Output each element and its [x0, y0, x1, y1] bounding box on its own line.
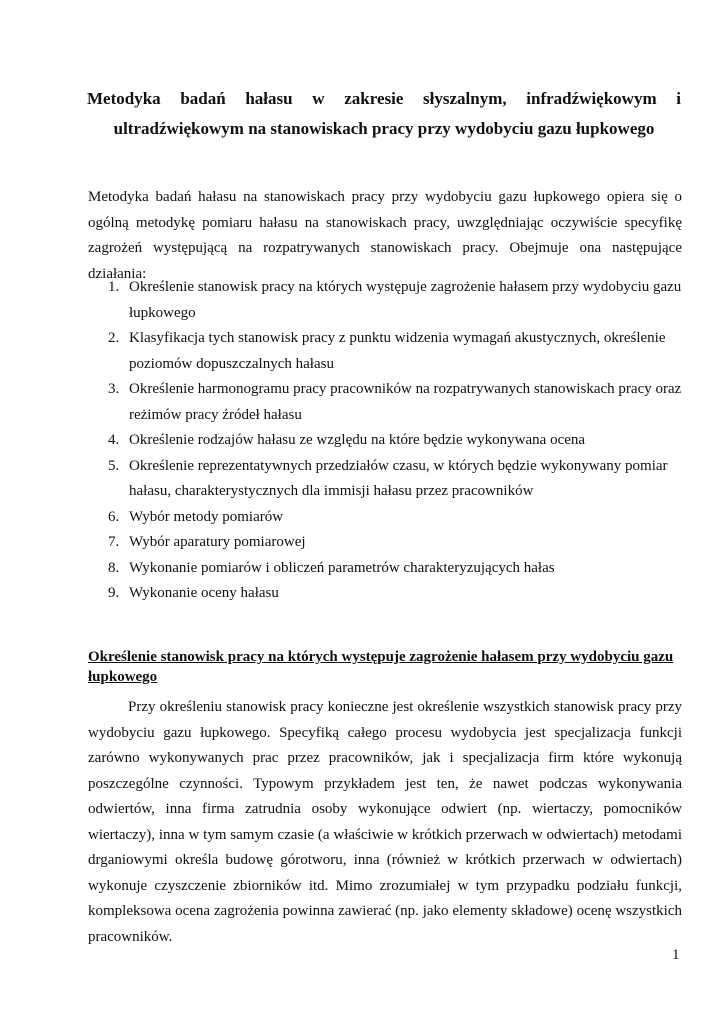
list-item-number: 5.	[108, 457, 120, 474]
list-item-number: 9.	[108, 585, 120, 601]
methodology-steps-list	[88, 275, 688, 607]
list-item-text: Określenie harmonogramu pracy pracowników na rozpatrywanych stanowiskach pracy oraz reżimów pracy źródeł hałasu	[129, 381, 682, 423]
list-item	[88, 530, 688, 556]
list-item	[88, 505, 688, 531]
list-item-number: 6.	[108, 508, 120, 525]
list-item-text: Określenie rodzajów hałasu ze względu na które będzie wykonywana ocena	[129, 432, 586, 448]
list-item	[88, 275, 688, 326]
intro-paragraph: Metodyka badań hałasu na stanowiskach pracy przy wydobyciu gazu łupkowego opiera się o ogólną metodykę pomiaru hałasu na stanowiskach pracy, uwzględniając oczywiście specyfikę zagrożeń występującą na rozpatrywanych stanowiskach pracy. Obejmuje ona następujące działania:	[88, 189, 682, 282]
page-number: 1	[672, 947, 680, 963]
list-item-number: 7.	[108, 534, 120, 550]
list-item-text: Określenie reprezentatywnych przedziałów czasu, w których będzie wykonywany pomiar hałasu, charakterystycznych dla immisji hałasu przez pracowników	[129, 457, 668, 499]
list-item-number: 3.	[108, 381, 120, 397]
document-title: Metodyka badań hałasu w zakresie słyszalnym, infradźwiękowym i ultradźwiękowym na stanowiskach pracy przy wydobyciu gazu łupkowego	[87, 89, 681, 138]
section-heading: Określenie stanowisk pracy na których występuje zagrożenie hałasem przy wydobyciu gazu łupkowego	[88, 649, 674, 685]
list-item-text: Wykonanie oceny hałasu	[129, 585, 279, 601]
list-item-text: Określenie stanowisk pracy na których występuje zagrożenie hałasem przy wydobyciu gazu łupkowego	[129, 279, 682, 321]
list-item	[88, 581, 688, 607]
list-item-number: 1.	[108, 279, 120, 295]
list-item-text: Wykonanie pomiarów i obliczeń parametrów charakteryzujących hałas	[129, 559, 555, 576]
list-item-number: 4.	[108, 432, 120, 448]
list-item	[88, 326, 688, 377]
list-item	[88, 377, 688, 428]
list-item-number: 2.	[108, 330, 120, 346]
list-item-text: Klasyfikacja tych stanowisk pracy z punktu widzenia wymagań akustycznych, określenie poziomów dopuszczalnych hałasu	[129, 330, 666, 372]
list-item	[88, 556, 688, 582]
list-item-number: 8.	[108, 559, 120, 576]
list-item	[88, 428, 688, 454]
section-body-paragraph: Przy określeniu stanowisk pracy konieczne jest określenie wszystkich stanowisk pracy przy wydobyciu gazu łupkowego. Specyfiką całego procesu wydobycia jest specjalizacja funkcji zarówno wykonywanych prac przez pracowników, jak i specjalizacja firm które wykonują poszczególne czynności. Typowym przykładem jest ten, że nawet podczas wykonywania odwiertów, inna firma zatrudnia osoby wykonujące odwiert (np. wiertaczy, pomocników wiertaczy), inna w tym samym czasie (a właściwie w krótkich przerwach w odwiertach) metodami drganiowymi określa budowę górotworu, inna (również w krótkich przerwach w odwiertach) wykonuje czyszczenie zbiorników itd. Mimo zrozumiałej w tym przypadku podziału funkcji, kompleksowa ocena zagrożenia powinna zawierać (np. jako elementy składowe) ocenę wszystkich pracowników.	[88, 699, 682, 945]
list-item-text: Wybór aparatury pomiarowej	[129, 534, 306, 550]
list-item-text: Wybór metody pomiarów	[129, 508, 284, 525]
list-item	[88, 454, 688, 505]
